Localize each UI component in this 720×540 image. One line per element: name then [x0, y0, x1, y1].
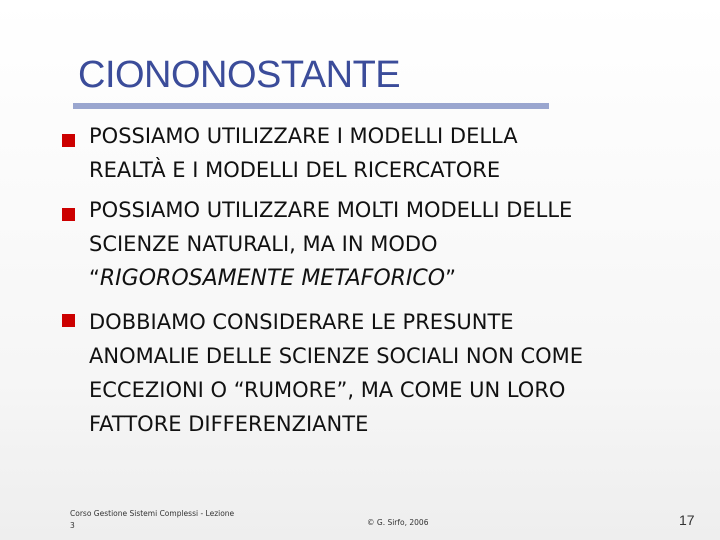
bullet-text-3: [89, 305, 709, 441]
title-underline: [73, 103, 549, 109]
bullet-text-1: [89, 119, 709, 187]
bullet-1-line-1: POSSIAMO UTILIZZARE I MODELLI DELLA: [89, 124, 518, 148]
bullet-2-line-3: [89, 261, 709, 296]
footer-course-line-2: 3: [70, 521, 75, 530]
bullet-text-2: [89, 193, 709, 296]
bullet-3-line-2: ANOMALIE DELLE SCIENZE SOCIALI NON COME: [89, 344, 584, 368]
quote-open: “: [89, 266, 100, 290]
footer-course-line-1: Corso Gestione Sistemi Complessi - Lezione: [70, 509, 235, 518]
bullet-3-line-3: ECCEZIONI O “RUMORE”, MA COME UN LORO: [89, 378, 566, 402]
bullet-3-line-1: DOBBIAMO CONSIDERARE LE PRESUNTE: [89, 310, 514, 334]
quote-close: ”: [445, 266, 456, 290]
slide-title: CIONONOSTANTE: [78, 54, 401, 96]
bullet-3-line-4: FATTORE DIFFERENZIANTE: [89, 412, 369, 436]
bullet-2-line-2: SCIENZE NATURALI, MA IN MODO: [89, 232, 438, 256]
page-number: 17: [679, 512, 695, 528]
bullet-2-emphasis: RIGOROSAMENTE METAFORICO: [99, 266, 446, 291]
bullet-1-line-2: REALTÀ E I MODELLI DEL RICERCATORE: [89, 158, 501, 182]
bullet-marker-3: [62, 314, 75, 327]
bullet-marker-2: [62, 208, 75, 221]
bullet-2-line-1: POSSIAMO UTILIZZARE MOLTI MODELLI DELLE: [89, 198, 573, 222]
bullet-marker-1: [62, 134, 75, 147]
footer-course: [70, 508, 245, 532]
footer-copyright: © G. Sirfo, 2006: [367, 518, 429, 527]
